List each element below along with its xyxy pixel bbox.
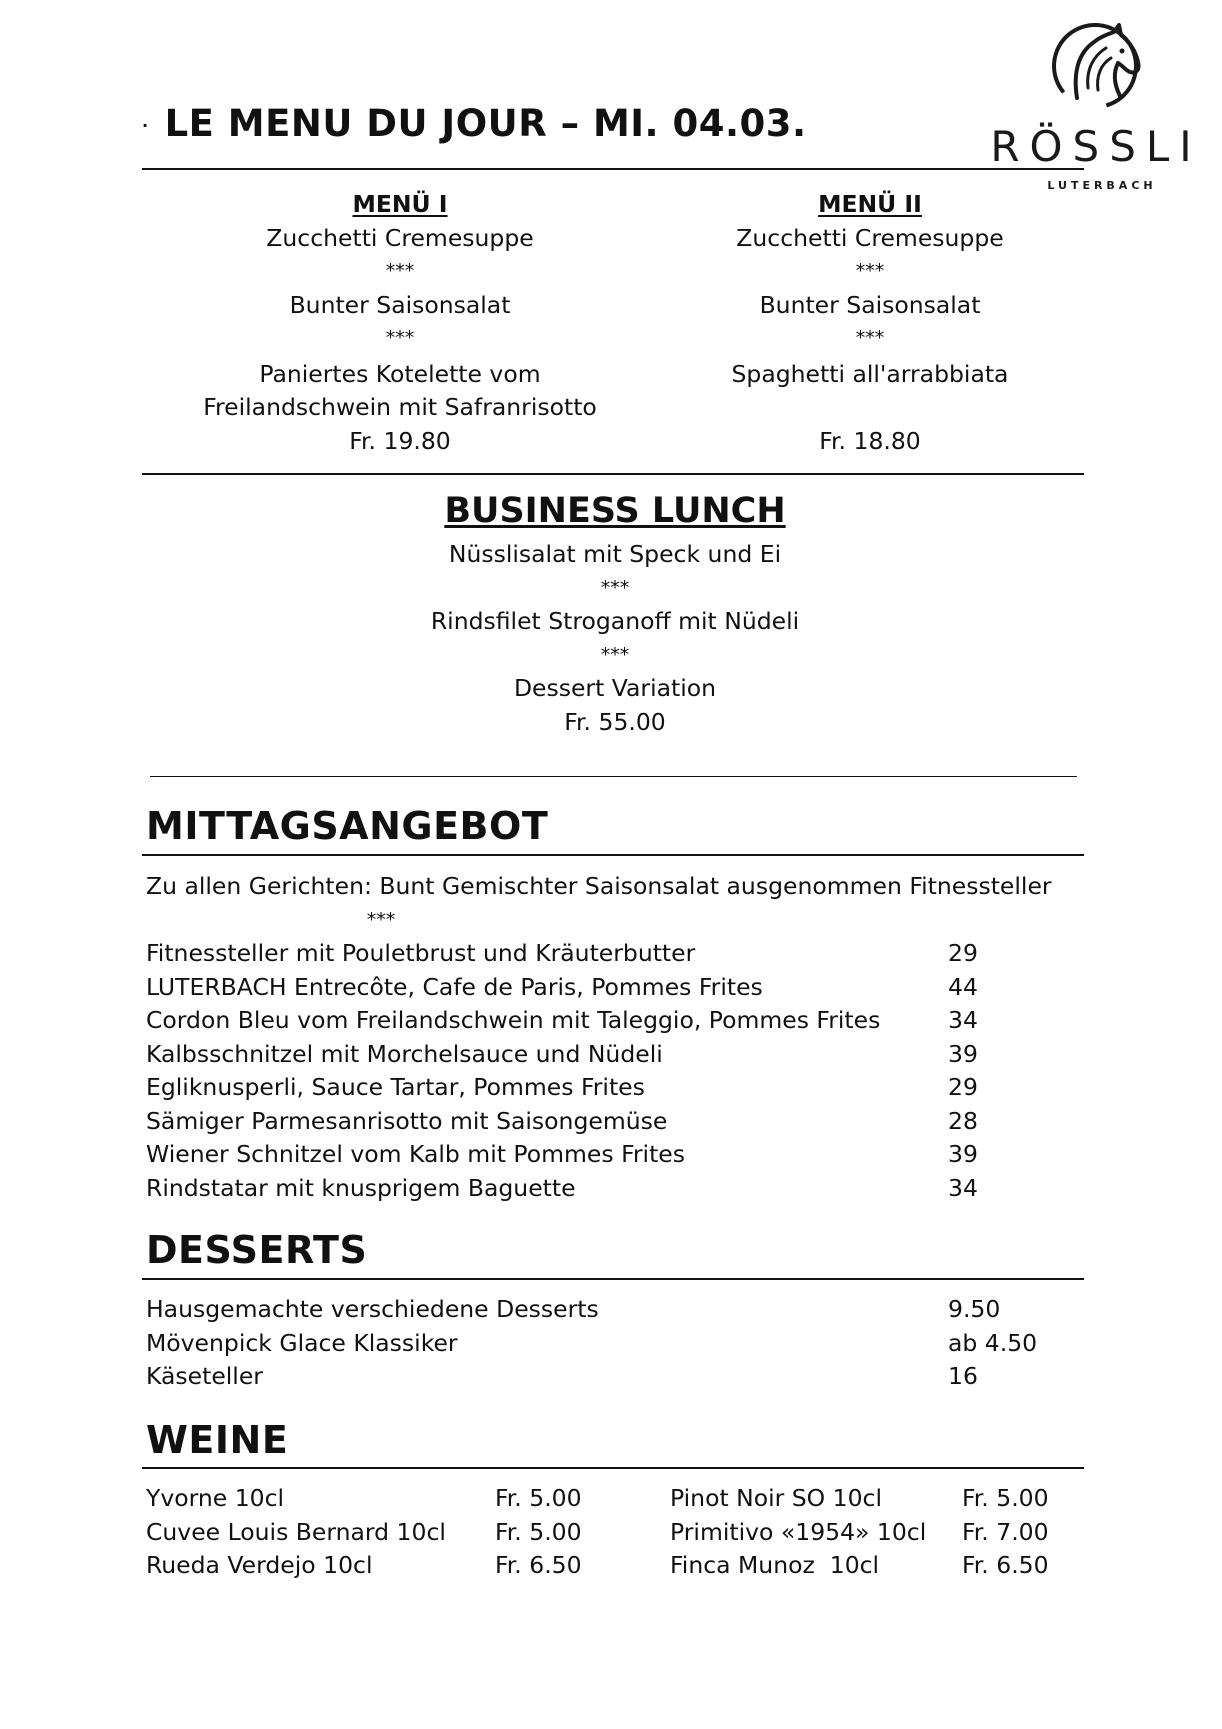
menu-2-heading: MENÜ II [818, 190, 922, 218]
title-bullet: · [142, 116, 149, 135]
wine-name: Yvorne 10cl [146, 1484, 285, 1512]
item-price: ab 4.50 [948, 1328, 1038, 1357]
menu-1 [140, 188, 660, 458]
item-price: 34 [948, 1173, 978, 1202]
item-name: Fitnessteller mit Pouletbrust und Kräuterbutter [146, 939, 696, 967]
list-item [146, 1105, 1066, 1139]
menu-2-course-2: Bunter Saisonsalat [759, 290, 981, 319]
mittagsangebot-list [146, 870, 1066, 1205]
list-item [146, 971, 1066, 1005]
business-price: Fr. 55.00 [564, 707, 666, 736]
list-item [146, 1071, 1066, 1105]
menu-2 [650, 188, 1090, 458]
item-name: LUTERBACH Entrecôte, Cafe de Paris, Pommes Frites [146, 972, 763, 1001]
item-price: 16 [948, 1362, 978, 1390]
wine-price: Fr. 6.50 [962, 1551, 1049, 1579]
item-price: 39 [948, 1140, 978, 1168]
business-course-2: Rindsfilet Stroganoff mit Nüdeli [430, 607, 800, 635]
mittagsangebot-rule [142, 854, 1084, 856]
business-lunch-heading: BUSINESS LUNCH [444, 491, 786, 531]
menu-2-separator-1: *** [855, 260, 885, 282]
weine-heading: WEINE [146, 1418, 289, 1462]
list-item [146, 1327, 1066, 1361]
menu-1-heading: MENÜ I [352, 190, 448, 218]
mittagsangebot-separator: *** [366, 908, 396, 931]
list-item [146, 1293, 1066, 1327]
weine-rule [142, 1467, 1084, 1469]
item-name: Kalbsschnitzel mit Morchelsauce und Nüdeli [146, 1039, 663, 1068]
wine-name: Pinot Noir SO 10cl [670, 1484, 882, 1512]
item-name: Sämiger Parmesanrisotto mit Saisongemüse [146, 1106, 668, 1135]
business-separator-2: *** [600, 643, 630, 666]
wine-name: Rueda Verdejo 10cl [146, 1551, 373, 1579]
desserts-rule [142, 1278, 1084, 1280]
wine-list-left [146, 1482, 446, 1583]
item-price: 44 [948, 972, 978, 1001]
wine-name: Primitivo «1954» 10cl [670, 1517, 927, 1546]
menu-2-main-line-1: Spaghetti all'arrabbiata [731, 359, 1009, 388]
wine-name: Finca Munoz 10cl [670, 1551, 880, 1579]
list-item [146, 1004, 1066, 1038]
wine-name: Cuvee Louis Bernard 10cl [146, 1517, 446, 1546]
business-lunch [340, 488, 890, 739]
item-price: 9.50 [948, 1295, 1001, 1323]
menu-1-main-line-1: Paniertes Kotelette vom [259, 359, 541, 388]
menu-1-main-line-2: Freilandschwein mit Safranrisotto [203, 393, 597, 421]
desserts-list [146, 1293, 1066, 1394]
business-separator-1: *** [600, 576, 630, 599]
menu-2-course-1: Zucchetti Cremesuppe [736, 223, 1004, 252]
wine-price: Fr. 5.00 [495, 1517, 582, 1546]
business-course-3: Dessert Variation [513, 674, 717, 702]
item-name: Mövenpick Glace Klassiker [146, 1328, 458, 1357]
mittagsangebot-note: Zu allen Gerichten: Bunt Gemischter Saisonsalat ausgenommen Fitnessteller [146, 872, 1052, 900]
logo-subtitle: LUTERBACH [1047, 179, 1157, 192]
item-price: 29 [948, 939, 978, 967]
logo-name: RÖSSLI [990, 122, 1202, 171]
wine-prices-right [962, 1482, 1049, 1583]
business-rule [150, 776, 1077, 777]
wine-price: Fr. 7.00 [962, 1517, 1049, 1546]
item-name: Rindstatar mit knusprigem Baguette [146, 1173, 576, 1202]
menu-2-price: Fr. 18.80 [819, 426, 921, 455]
wine-list-right [670, 1482, 926, 1583]
page-title-text: LE MENU DU JOUR – MI. 04.03. [164, 102, 807, 145]
menu-1-course-2: Bunter Saisonsalat [289, 290, 511, 319]
list-item [146, 1360, 1066, 1394]
mittagsangebot-heading: MITTAGSANGEBOT [146, 804, 549, 848]
menu-2-separator-2: *** [855, 327, 885, 349]
menu-1-separator-1: *** [385, 260, 415, 282]
rossli-logo [980, 18, 1204, 198]
item-name: Cordon Bleu vom Freilandschwein mit Taleggio, Pommes Frites [146, 1006, 881, 1034]
item-price: 29 [948, 1073, 978, 1101]
list-item [146, 1038, 1066, 1072]
list-item [146, 937, 1066, 971]
wine-price: Fr. 5.00 [495, 1484, 582, 1512]
menu-1-course-1: Zucchetti Cremesuppe [266, 223, 534, 252]
wine-price: Fr. 5.00 [962, 1484, 1049, 1512]
menu-1-price: Fr. 19.80 [349, 426, 451, 455]
item-name: Egliknusperli, Sauce Tartar, Pommes Frites [146, 1073, 645, 1101]
item-name: Hausgemachte verschiedene Desserts [146, 1295, 599, 1323]
title-rule [142, 168, 1084, 170]
page-title [142, 102, 807, 145]
menu-1-separator-2: *** [385, 327, 415, 349]
horse-logo-icon [980, 18, 1204, 198]
menu-rule [142, 473, 1084, 475]
item-price: 39 [948, 1039, 978, 1068]
item-name: Käseteller [146, 1362, 263, 1390]
desserts-heading: DESSERTS [146, 1228, 368, 1272]
list-item [146, 1172, 1066, 1206]
wine-price: Fr. 6.50 [495, 1551, 582, 1579]
item-price: 34 [948, 1006, 978, 1034]
item-name: Wiener Schnitzel vom Kalb mit Pommes Frites [146, 1140, 685, 1168]
item-price: 28 [948, 1106, 978, 1135]
list-item [146, 1138, 1066, 1172]
wine-prices-left [495, 1482, 582, 1583]
business-course-1: Nüsslisalat mit Speck und Ei [448, 540, 782, 568]
